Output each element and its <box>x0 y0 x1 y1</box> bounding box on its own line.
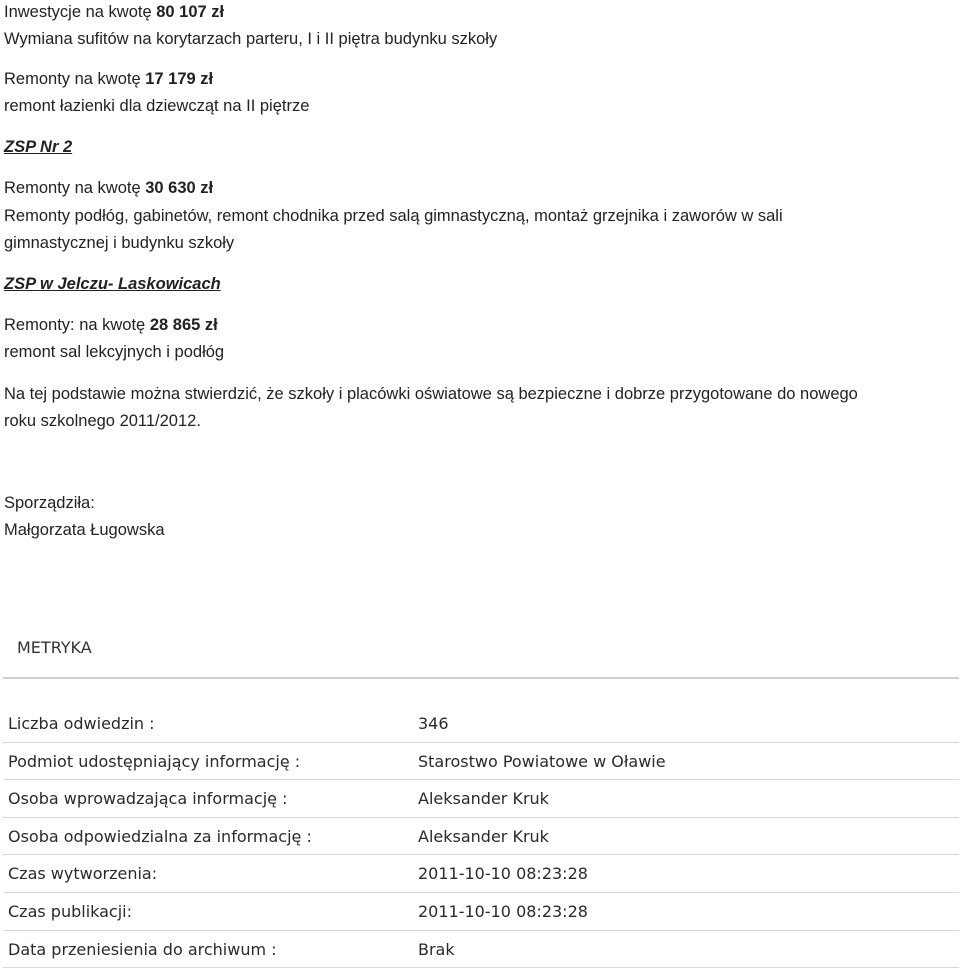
repair-amount-line-1 <box>4 69 213 89</box>
investment-amount-value: 80 107 zł <box>156 3 225 21</box>
table-row <box>3 705 959 743</box>
repair-amount-value-3: 28 865 zł <box>149 316 218 334</box>
repair-amount-value-2: 30 630 zł <box>145 179 214 197</box>
repair-amount-prefix-2: Remonty na kwotę <box>4 179 146 197</box>
table-row <box>3 780 959 818</box>
metryka-value: Brak <box>418 939 455 959</box>
investment-amount-line <box>4 2 224 22</box>
metryka-value: Aleksander Kruk <box>418 826 549 846</box>
conclusion-line-2: roku szkolnego 2011/2012. <box>4 412 201 430</box>
repair-description-2-line-2: gimnastycznej i budynku szkoły <box>4 234 235 252</box>
investment-amount-prefix: Inwestycje na kwotę <box>4 3 157 21</box>
metryka-label: Osoba odpowiedzialna za informację : <box>8 826 312 846</box>
metryka-title: METRYKA <box>17 638 92 657</box>
table-row <box>3 743 959 781</box>
section-heading-zsp-jelcz: ZSP w Jelczu- Laskowicach <box>4 275 221 293</box>
metryka-value: 2011-10-10 08:23:28 <box>418 864 588 884</box>
repair-amount-value-1: 17 179 zł <box>145 70 214 88</box>
table-row <box>3 818 959 856</box>
repair-description-1: remont łazienki dla dziewcząt na II piętrze <box>4 97 310 115</box>
repair-amount-prefix-1: Remonty na kwotę <box>4 70 146 88</box>
section-heading-zsp-nr-2: ZSP Nr 2 <box>4 138 73 156</box>
investment-description: Wymiana sufitów na korytarzach parteru, I i II piętra budynku szkoły <box>4 30 498 48</box>
metryka-label: Podmiot udostępniający informację : <box>8 751 301 771</box>
metryka-value: Starostwo Powiatowe w Oławie <box>418 751 666 771</box>
metryka-label: Osoba wprowadzająca informację : <box>8 789 288 809</box>
metryka-label: Liczba odwiedzin : <box>8 714 155 733</box>
table-row <box>3 931 959 968</box>
metryka-table <box>3 705 959 968</box>
repair-description-3: remont sal lekcyjnych i podłóg <box>4 343 225 361</box>
table-row <box>3 893 959 931</box>
metryka-divider <box>3 677 959 679</box>
repair-description-2-line-1: Remonty podłóg, gabinetów, remont chodnika przed salą gimnastyczną, montaż grzejnika i zaworów w sali <box>4 207 783 225</box>
repair-amount-line-2 <box>4 178 213 198</box>
prepared-by-label: Sporządziła: <box>4 494 95 512</box>
metryka-label: Czas publikacji: <box>8 901 133 921</box>
metryka-value: 346 <box>418 714 449 733</box>
repair-amount-line-3 <box>4 315 218 335</box>
prepared-by-name: Małgorzata Ługowska <box>4 521 165 539</box>
repair-amount-prefix-3: Remonty: na kwotę <box>4 316 150 334</box>
table-row <box>3 855 959 893</box>
metryka-value: Aleksander Kruk <box>418 789 549 809</box>
metryka-label: Czas wytworzenia: <box>8 864 158 884</box>
conclusion-line-1: Na tej podstawie można stwierdzić, że szkoły i placówki oświatowe są bezpieczne i dobrze przygotowane do nowego <box>4 385 858 403</box>
metryka-value: 2011-10-10 08:23:28 <box>418 901 588 921</box>
metryka-label: Data przeniesienia do archiwum : <box>8 939 277 959</box>
